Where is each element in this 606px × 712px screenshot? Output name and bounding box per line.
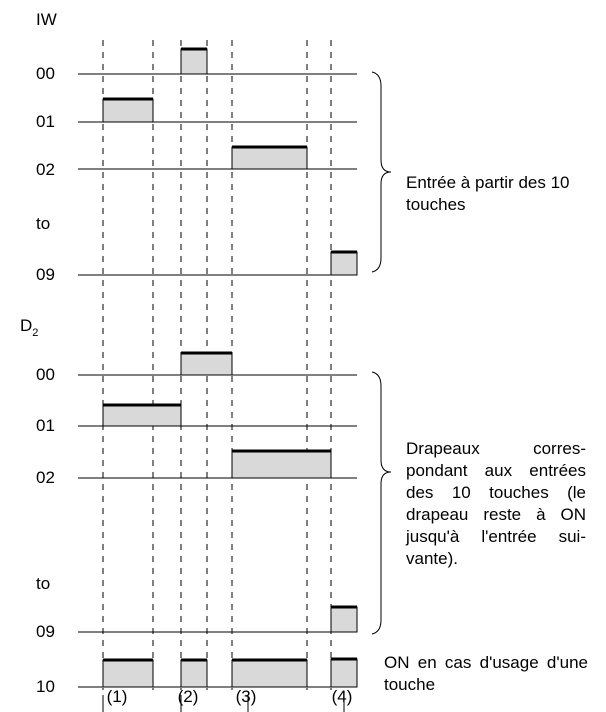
pulse-10-d [331, 659, 357, 687]
note-d2: Drapeaux corres-pondant aux entrées des 10 touches (le drapeau reste à ON jusqu'à l'entrée sui-vante). [406, 439, 586, 568]
note-on: ON en cas d'usage d'une touche [384, 653, 588, 694]
pulse-iw-00 [181, 49, 207, 74]
row-label-iw-09: 09 [36, 265, 55, 284]
brace-d2 [372, 372, 391, 634]
pulse-10-c [232, 660, 307, 687]
d2-header: $D_2$ [20, 316, 39, 339]
pulse-iw-09 [331, 252, 357, 275]
pulse-d2-01 [103, 405, 181, 426]
step-label-4: (4) [331, 687, 353, 706]
row-label-10: 10 [36, 677, 55, 696]
pulse-10-a [103, 660, 153, 687]
step-label-1: (1) [106, 687, 128, 706]
step-label-3: (3) [235, 687, 257, 706]
row-label-iw-to: to [36, 214, 51, 233]
step-label-2: (2) [177, 687, 199, 706]
pulse-d2-00 [181, 353, 232, 375]
pulse-iw-01 [103, 99, 153, 122]
row-label-iw-02: 02 [36, 160, 55, 179]
pulse-d2-09 [331, 607, 357, 632]
iw-header: IW [36, 10, 57, 29]
pulse-10-b [181, 660, 207, 687]
row-label-d2-01: 01 [36, 416, 55, 435]
brace-iw [372, 72, 391, 272]
row-label-d2-09: 09 [36, 622, 55, 641]
pulse-d2-02 [232, 451, 331, 478]
row-label-d2-02: 02 [36, 468, 55, 487]
row-label-d2-00: 00 [36, 365, 55, 384]
row-label-iw-00: 00 [36, 64, 55, 83]
row-label-iw-01: 01 [36, 112, 55, 131]
pulse-iw-02 [232, 147, 307, 169]
row-label-d2-to: to [36, 574, 51, 593]
note-iw: Entrée à partir des 10 touches [406, 173, 570, 214]
